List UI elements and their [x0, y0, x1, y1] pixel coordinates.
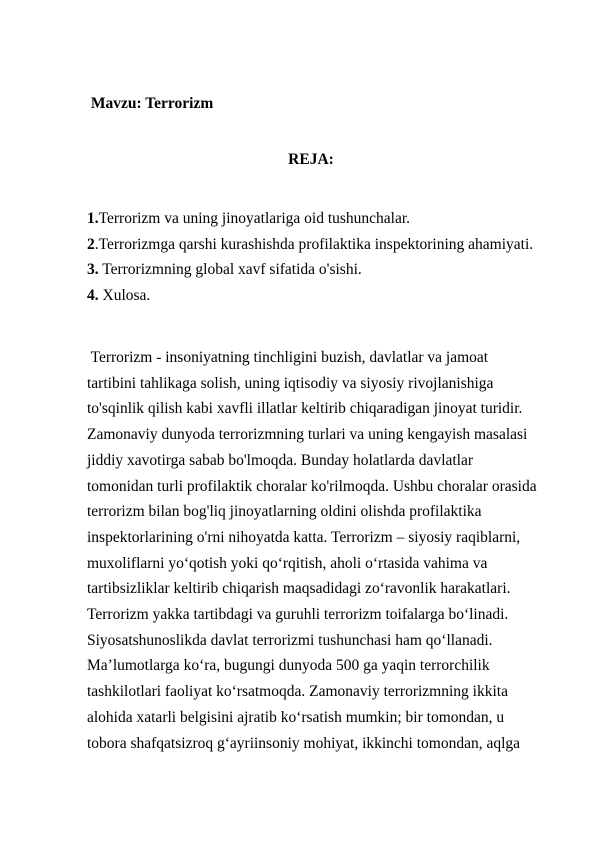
paragraph-line: Zamonaviy dunyoda terrorizmning turlari va uning kengayish masalasi — [87, 426, 528, 444]
document-topic: Mavzu: Terrorizm — [87, 95, 214, 112]
paragraph-line: to'sqinlik qilish kabi xavfli illatlar keltirib chiqaradigan jinoyat turidir. — [87, 400, 523, 418]
paragraph-line: jiddiy xavotirga sabab bo'lmoqda. Bunday holatlarda davlatlar — [87, 451, 474, 469]
paragraph-line: Terrorizm - insoniyatning tinchligini buzish, davlatlar va jamoat — [87, 349, 489, 366]
paragraph-line: Ma’lumotlarga ko‘ra, bugungi dunyoda 500 ga yaqin terrorchilik — [87, 657, 490, 675]
plan-item-number: 1. — [87, 210, 99, 227]
plan-item-number: 2 — [87, 235, 95, 253]
plan-item — [87, 283, 533, 309]
paragraph-line: Terrorizm yakka tartibdagi va guruhli terrorizm toifalarga bo‘linadi. — [87, 606, 509, 624]
paragraph-line: terrorizm bilan bog'liq jinoyatlarning oldini olishda profilaktika — [87, 503, 482, 521]
plan-item-text: Xulosa. — [98, 286, 151, 304]
paragraph-line: tartibini tahlikaga solish, uning iqtisodiy va siyosiy rivojlanishiga — [87, 374, 494, 392]
paragraph-line: muxoliflarni yo‘qotish yoki qo‘rqitish, aholi o‘rtasida vahima va — [87, 554, 488, 572]
paragraph-line: alohida xatarli belgisini ajratib ko‘rsatish mumkin; bir tomondan, u — [87, 708, 505, 726]
paragraph-line: tashkilotlari faoliyat ko‘rsatmoqda. Zamonaviy terrorizmning ikkita — [87, 683, 508, 701]
plan-item — [87, 206, 533, 232]
plan-item — [87, 232, 533, 258]
paragraph-line: Siyosatshunoslikda davlat terrorizmi tushunchasi ham qo‘llanadi. — [87, 631, 493, 649]
plan-list — [87, 206, 533, 308]
plan-item-number: 3. — [87, 261, 99, 279]
paragraph-line: tobora shafqatsizroq g‘ayriinsoniy mohiyat, ikkinchi tomondan, aqlga — [87, 734, 521, 752]
plan-item-text: .Terrorizmga qarshi kurashishda profilaktika inspektorining ahamiyati. — [94, 235, 534, 253]
body-paragraph — [87, 345, 537, 756]
plan-item-number: 4. — [87, 286, 99, 304]
paragraph-line: inspektorlarining o'rni nihoyatda katta. Terrorizm – siyosiy raqiblarni, — [87, 528, 521, 546]
paragraph-line: tomonidan turli profilaktik choralar ko'rilmoqda. Ushbu choralar orasida — [87, 477, 537, 495]
plan-item — [87, 257, 533, 283]
paragraph-line: tartibsizliklar keltirib chiqarish maqsadidagi zo‘ravonlik harakatlari. — [87, 580, 511, 598]
plan-heading: REJA: — [288, 151, 334, 168]
plan-item-text: Terrorizmning global xavf sifatida o'sishi. — [98, 261, 362, 279]
plan-item-text: Terrorizm va uning jinoyatlariga oid tushunchalar. — [98, 210, 411, 227]
